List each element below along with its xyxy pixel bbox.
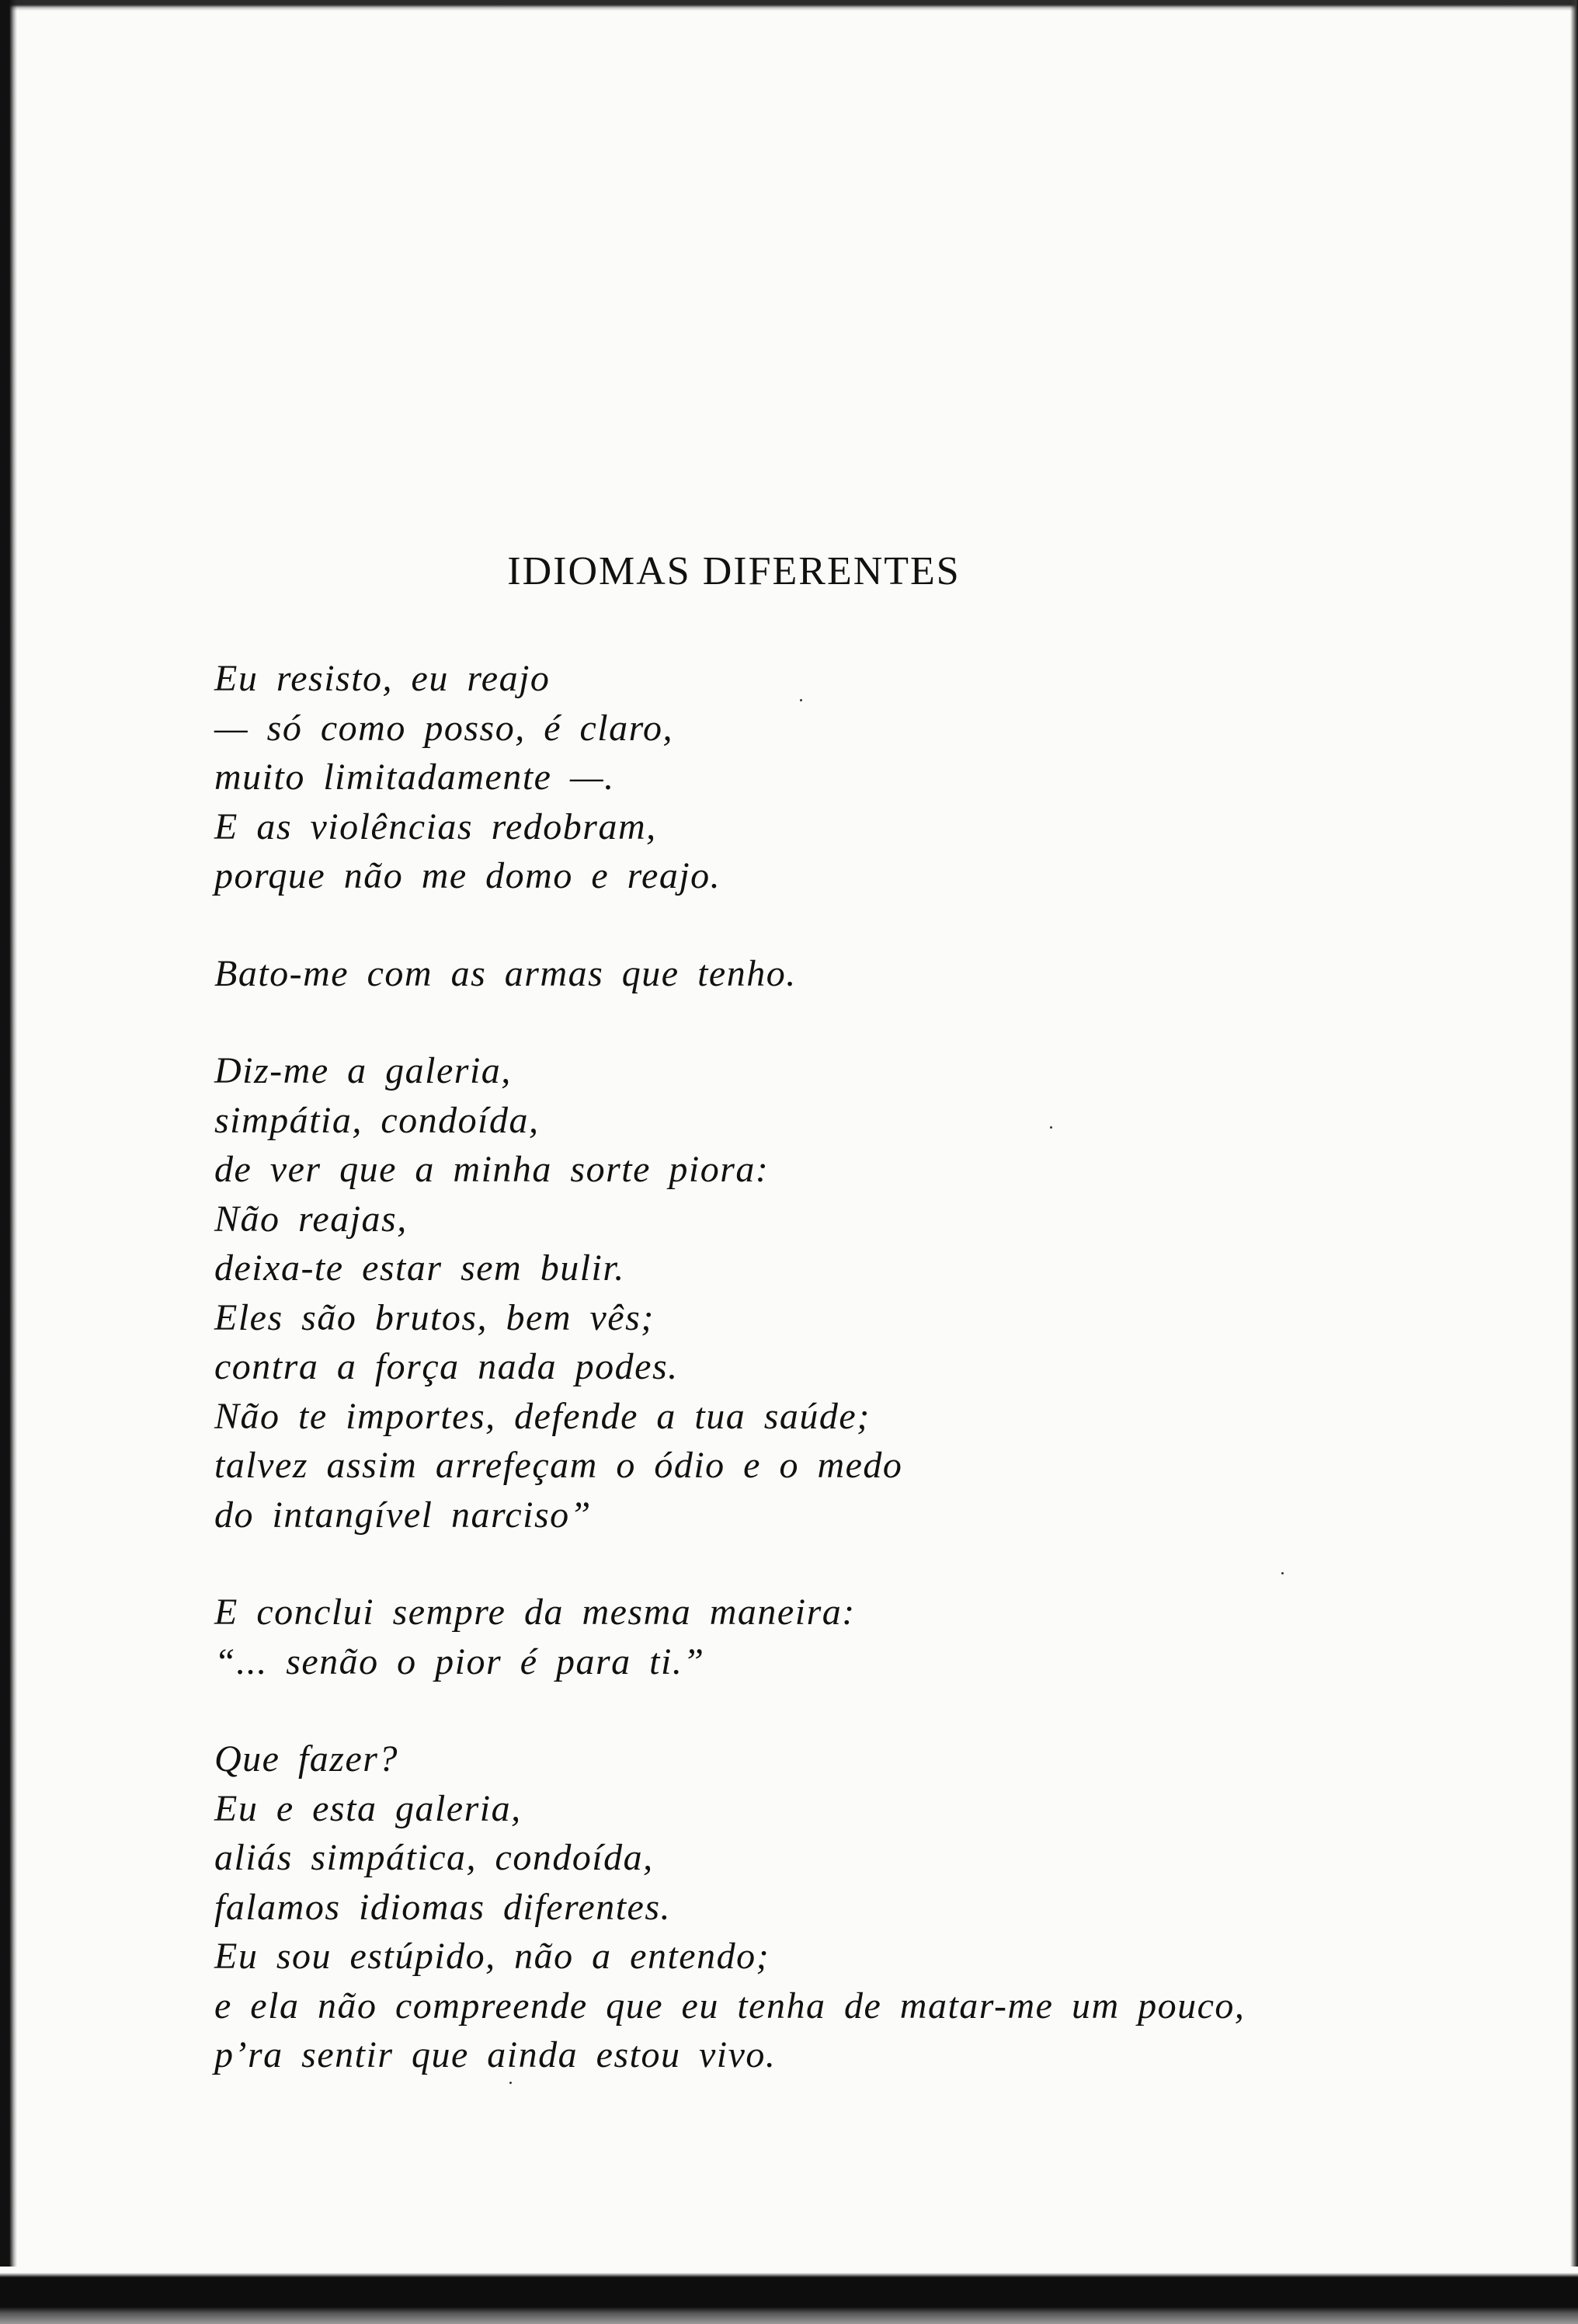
verse-line: deixa-te estar sem bulir. [214,1247,625,1289]
scan-edge-top [0,0,1578,11]
stanza-3 [214,1046,1379,1539]
verse-line: Eu e esta galeria, [214,1787,522,1829]
verse-line: Eu resisto, eu reajo [214,658,551,699]
verse-line: simpátia, condoída, [214,1099,540,1141]
verse-line: muito limitadamente —. [214,757,615,798]
stanza-4 [214,1588,1379,1686]
verse-line: Diz-me a galeria, [214,1050,512,1091]
verse-line: e ela não compreende que eu tenha de matar-me um pouco, [214,1985,1246,2027]
scan-edge-left [0,0,17,2324]
scan-speck [509,2082,512,2084]
poem-title: IDIOMAS DIFERENTES [507,549,961,593]
verse-line: Eles são brutos, bem vês; [214,1296,655,1338]
verse-line: p’ra sentir que ainda estou vivo. [214,2034,777,2075]
verse-line: Que fazer? [214,1738,398,1780]
verse-line: E as violências redobram, [214,805,657,847]
verse-line: Eu sou estúpido, não a entendo; [214,1936,770,1977]
verse-line: — só como posso, é claro, [214,707,674,749]
scan-edge-bottom [0,2267,1578,2324]
verse-line: Não reajas, [214,1198,408,1240]
verse-line: Não te importes, defende a tua saúde; [214,1395,871,1437]
verse-line: porque não me domo e reajo. [214,855,721,896]
verse-line: aliás simpática, condoída, [214,1837,654,1878]
verse-line: “... senão o pior é para ti.” [214,1640,705,1682]
verse-line: do intangível narciso” [214,1494,592,1536]
verse-line: E conclui sempre da mesma maneira: [214,1592,856,1633]
verse-line: de ver que a minha sorte piora: [214,1149,770,1190]
verse-line: Bato-me com as armas que tenho. [214,952,797,994]
poem-body [214,654,1379,2080]
scan-speck [800,699,802,701]
scan-speck [1050,1126,1052,1129]
stanza-5 [214,1734,1379,2080]
stanza-1 [214,654,1379,901]
scan-speck [1281,1572,1284,1574]
verse-line: falamos idiomas diferentes. [214,1886,672,1928]
verse-line: contra a força nada podes. [214,1346,679,1387]
stanza-2 [214,949,1379,999]
scan-edge-right [1570,0,1578,2324]
verse-line: talvez assim arrefeçam o ódio e o medo [214,1445,903,1486]
